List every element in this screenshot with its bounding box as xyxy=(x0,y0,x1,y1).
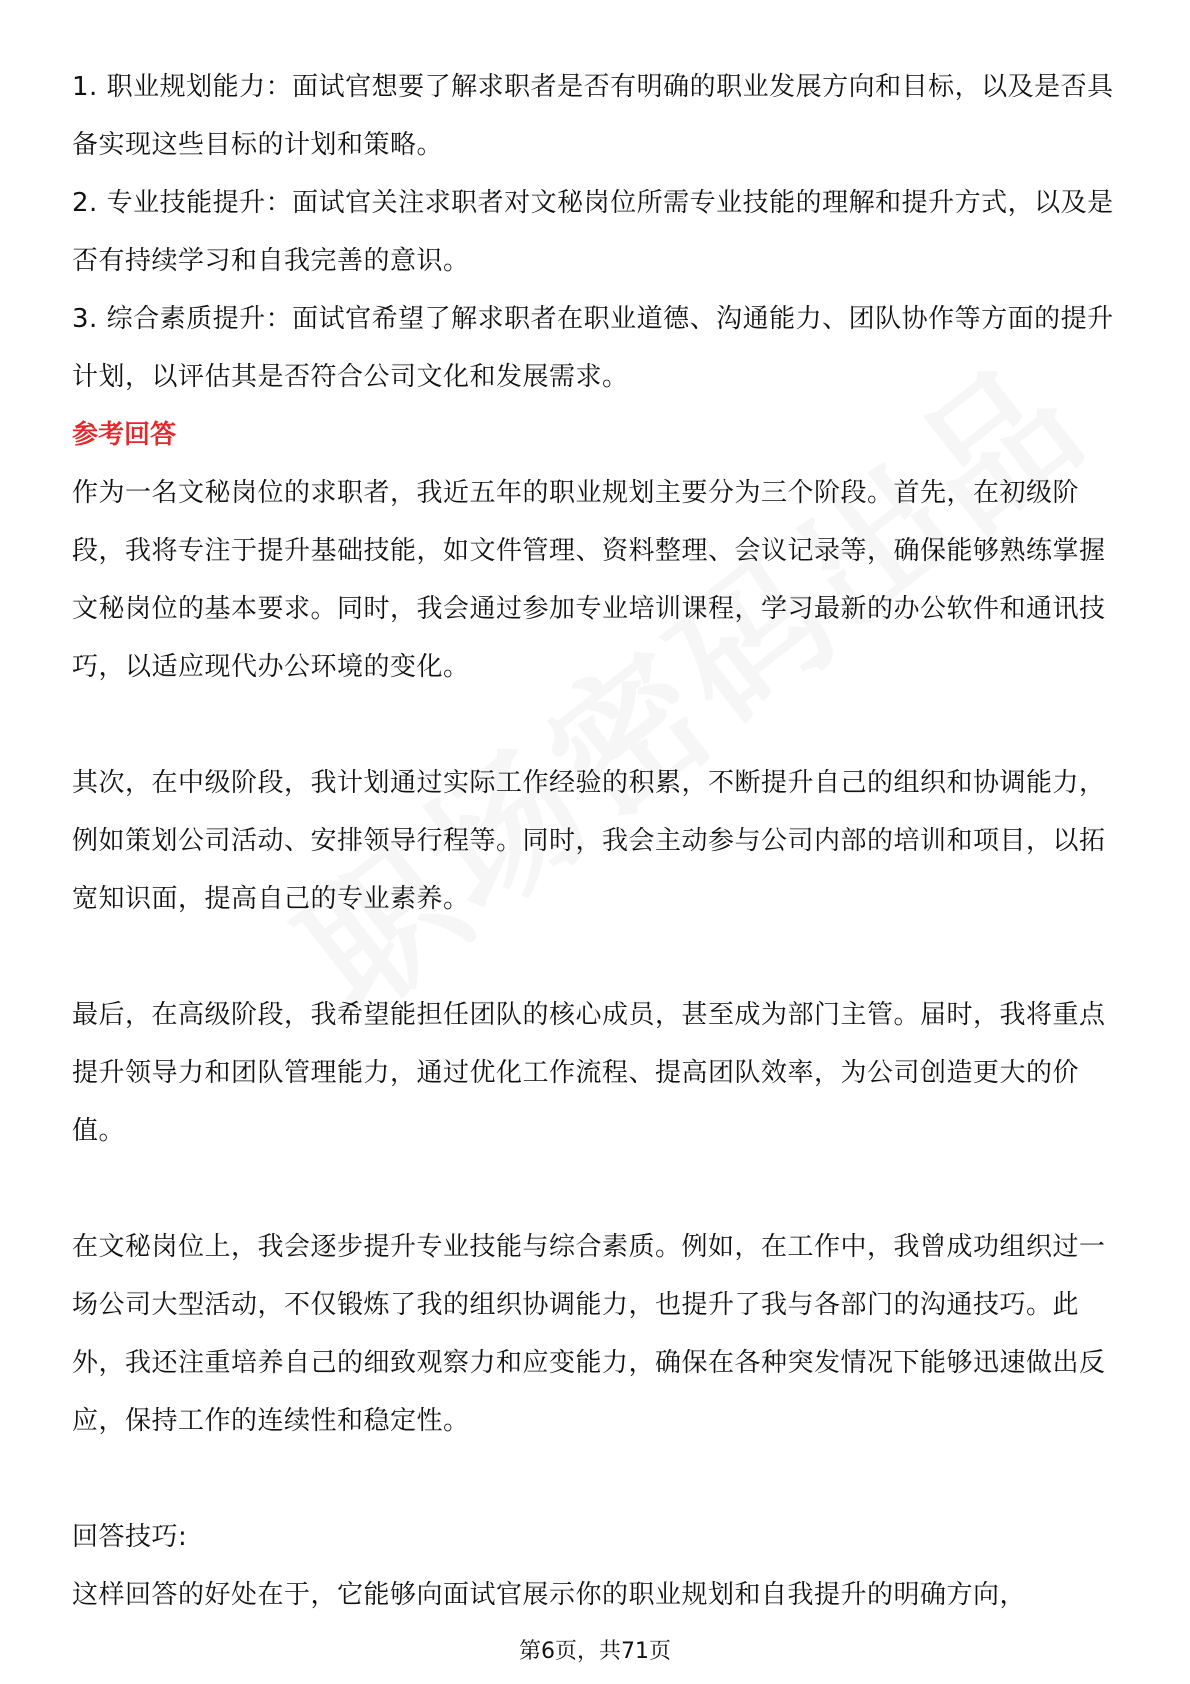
answer-paragraph-2: 其次，在中级阶段，我计划通过实际工作经验的积累，不断提升自己的组织和协调能力，例如策划公司活动、安排领导行程等。同时，我会主动参与公司内部的培训和项目，以拓宽知识面，提高自己的专业素养。 xyxy=(72,768,1106,914)
point-2: 2. 专业技能提升：面试官关注求职者对文秘岗位所需专业技能的理解和提升方式，以及是否有持续学习和自我完善的意识。 xyxy=(72,188,1114,276)
point-1: 1. 职业规划能力：面试官想要了解求职者是否有明确的职业发展方向和目标，以及是否具备实现这些目标的计划和策略。 xyxy=(72,72,1114,160)
paragraph-spacer xyxy=(72,1160,1122,1218)
paragraph-spacer xyxy=(72,928,1122,986)
page-footer: 第6页，共71页 xyxy=(519,1639,671,1664)
tips-text: 这样回答的好处在于，它能够向面试官展示你的职业规划和自我提升的明确方向， xyxy=(72,1580,1027,1610)
point-3: 3. 综合素质提升：面试官希望了解求职者在职业道德、沟通能力、团队协作等方面的提升计划，以评估其是否符合公司文化和发展需求。 xyxy=(72,304,1114,392)
answer-paragraph-1: 作为一名文秘岗位的求职者，我近五年的职业规划主要分为三个阶段。首先，在初级阶段，我将专注于提升基础技能，如文件管理、资料整理、会议记录等，确保能够熟练掌握文秘岗位的基本要求。同时，我会通过参加专业培训课程，学习最新的办公软件和通讯技巧，以适应现代办公环境的变化。 xyxy=(72,478,1106,682)
page-content xyxy=(72,58,1122,1624)
reference-answer-heading: 参考回答 xyxy=(72,420,177,450)
answer-paragraph-4: 在文秘岗位上，我会逐步提升专业技能与综合素质。例如，在工作中，我曾成功组织过一场公司大型活动，不仅锻炼了我的组织协调能力，也提升了我与各部门的沟通技巧。此外，我还注重培养自己的细致观察力和应变能力，确保在各种突发情况下能够迅速做出反应，保持工作的连续性和稳定性。 xyxy=(72,1232,1106,1436)
tips-heading: 回答技巧: xyxy=(72,1522,188,1552)
answer-paragraph-3: 最后，在高级阶段，我希望能担任团队的核心成员，甚至成为部门主管。届时，我将重点提升领导力和团队管理能力，通过优化工作流程、提高团队效率，为公司创造更大的价值。 xyxy=(72,1000,1106,1146)
paragraph-spacer xyxy=(72,1450,1122,1508)
paragraph-spacer xyxy=(72,696,1122,754)
